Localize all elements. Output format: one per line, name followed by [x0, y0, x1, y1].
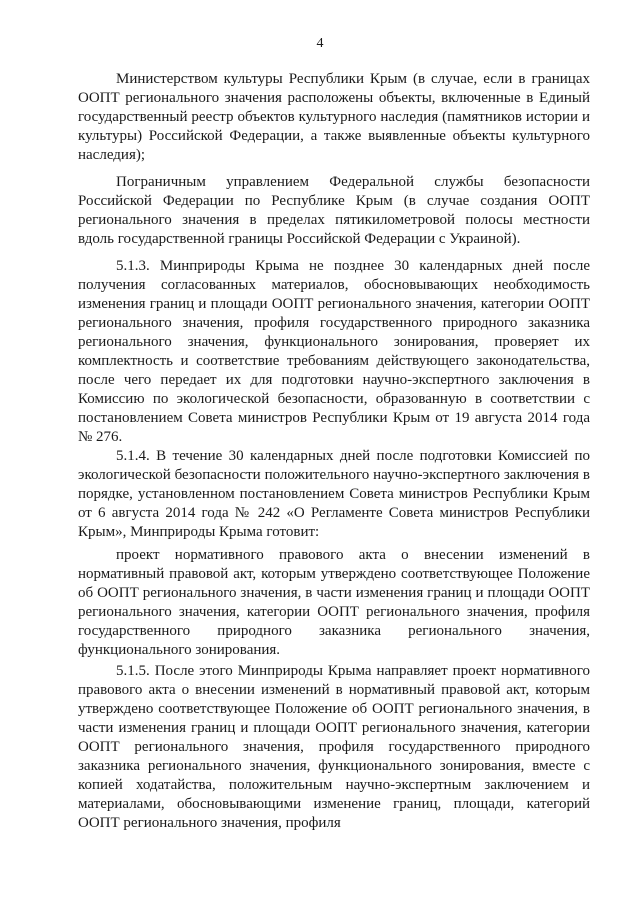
paragraph-text: проект нормативного правового акта о внесении изменений в нормативный правовой акт, которым утверждено соответствующее Положение об ООПТ регионального значения, в части изменения границ и площади ООПТ регионального значения, категории ООПТ регионального значения, профиля государственного природного заказника регионального значения, функционального зонирования.	[78, 547, 590, 658]
paragraph-draft-act	[78, 546, 590, 660]
page-number: 4	[316, 36, 324, 51]
paragraph-text: 5.1.3. Минприроды Крыма не позднее 30 календарных дней после получения согласованных материалов, обосновывающих необходимость изменения границ и площади ООПТ регионального значения, категории ООПТ регионального значения, профиля государственного природного заказника регионального значения, функционального зонирования, проверяет их комплектность и соответствие требованиям действующего законодательства, после чего передает их для подготовки научно-экспертного заключения в Комиссию по экологической безопасности, образованную в соответствии с постановлением Совета министров Республики Крым от 19 августа 2014 года № 276.	[78, 258, 590, 445]
paragraph-text: 5.1.5. После этого Минприроды Крыма направляет проект нормативного правового акта о внесении изменений в нормативный правовой акт, которым утверждено соответствующее Положение об ООПТ регионального значения, в части изменения границ и площади ООПТ регионального значения, категории ООПТ регионального значения, профиля государственного природного заказника регионального значения, функционального зонирования, вместе с копией ходатайства, положительным научно-экспертным заключением и материалами, обосновывающими изменение границ, площади, категорий ООПТ регионального значения, профиля	[78, 663, 590, 831]
paragraph-text: Министерством культуры Республики Крым (в случае, если в границах ООПТ регионального значения расположены объекты, включенные в Единый государственный реестр объектов культурного наследия (памятников истории и культуры) Российской Федерации, а также выявленные объекты культурного наследия);	[78, 71, 590, 163]
paragraph-5-1-5	[78, 662, 590, 833]
paragraph-ministry-of-culture	[78, 70, 590, 165]
paragraph-5-1-4	[78, 447, 590, 542]
paragraph-text: Пограничным управлением Федеральной службы безопасности Российской Федерации по Республике Крым (в случае создания ООПТ регионального значения в пределах пятикилометровой полосы местности вдоль государственной границы Российской Федерации с Украиной).	[78, 174, 590, 247]
paragraph-5-1-3	[78, 257, 590, 447]
paragraph-text: 5.1.4. В течение 30 календарных дней после подготовки Комиссией по экологической безопасности положительного научно-экспертного заключения в порядке, установленном постановлением Совета министров Республики Крым от 6 августа 2014 года № 242 «О Регламенте Совета министров Республики Крым», Минприроды Крыма готовит:	[78, 448, 590, 540]
paragraph-border-service	[78, 173, 590, 249]
